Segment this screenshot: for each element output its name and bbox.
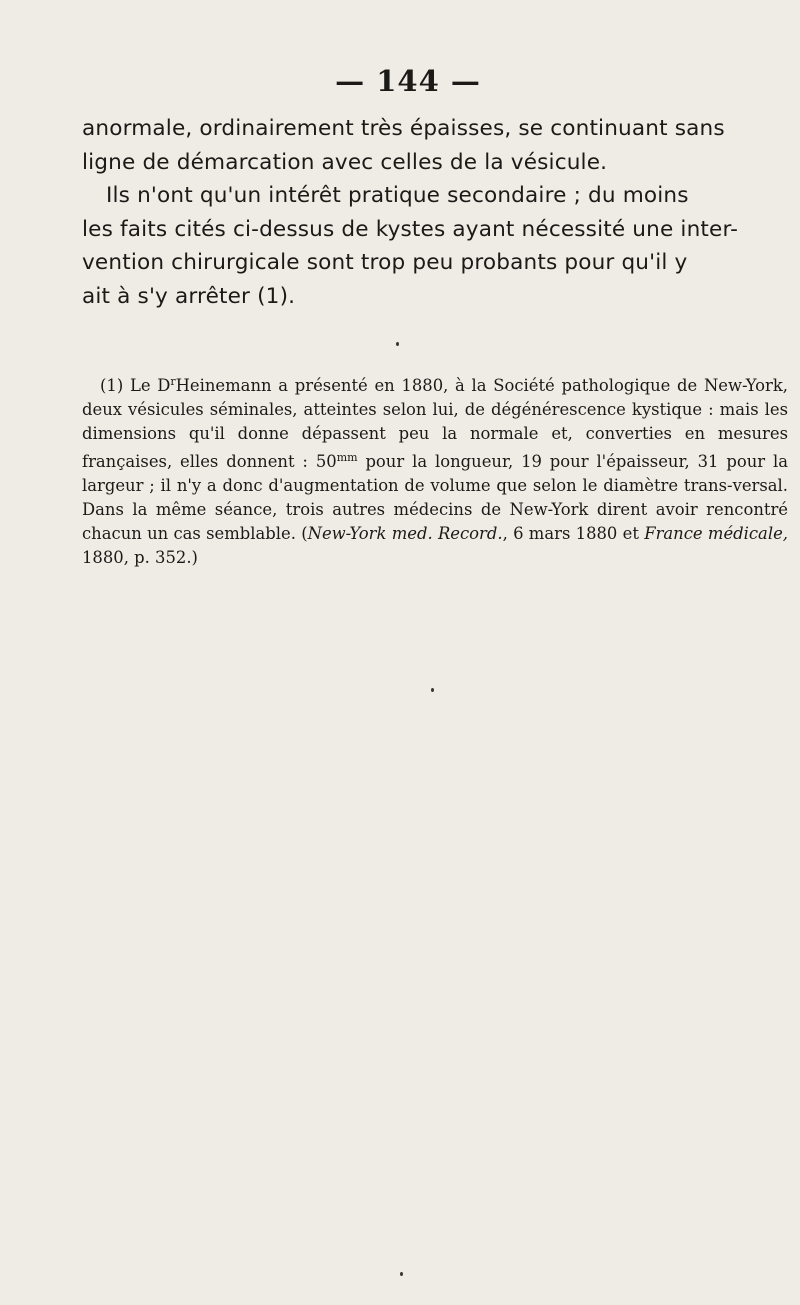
speck-2 [431, 688, 434, 692]
paragraph-1-line-1: anormale, ordinairement très épaisses, se continuant sans [82, 116, 725, 141]
paragraph-2-line-3: vention chirurgicale sont trop peu probants pour qu'il y [82, 250, 688, 276]
paragraph-1-line-2: ligne de démarcation avec celles de la vésicule. [82, 149, 608, 175]
footnote-reference-1: New-York med. Record. [307, 524, 503, 543]
main-text [82, 112, 788, 314]
paragraph-2-line-2: les faits cités ci-dessus de kystes ayant nécessité une inter- [82, 216, 739, 242]
footnote-reference-2: France médicale, [644, 524, 788, 543]
footnote [82, 370, 788, 570]
paragraph-2-line-4: ait à s'y arrêter (1). [82, 283, 296, 309]
footnote-text-5: 1880, p. 352.) [82, 548, 198, 567]
footnote-text-4: , 6 mars 1880 et [502, 524, 645, 543]
footnote-text-1: Le D [129, 376, 171, 395]
footnote-text-2: Heinemann a présenté en 1880, à la Société pathologique de New-York, deux vésicules séminales, atteintes selon lui, de dégénérescence kystique : mais les dimensions qu'il donne dépassent peu la normale et, converties en mesures françaises, elles donnent : 50 [82, 376, 788, 471]
page-number: — 144 — [335, 64, 481, 98]
footnote-marker: (1) [100, 376, 124, 395]
speck-1 [396, 342, 399, 346]
paragraph-2-line-1: Ils n'ont qu'un intérêt pratique secondaire ; du moins [106, 183, 689, 209]
footnote-superscript-mm: mm [336, 451, 358, 464]
footnote-text-3: pour la longueur, 19 pour l'épaisseur, 31 pour la largeur ; il n'y a donc d'augmentation de volume que selon le diamètre trans-versal. Dans la même séance, trois autres médecins de New-York dirent avoir rencontré chacun un cas semblable. ( [82, 452, 788, 543]
speck-3 [400, 1272, 403, 1276]
footnote-superscript-r: r [170, 375, 176, 388]
